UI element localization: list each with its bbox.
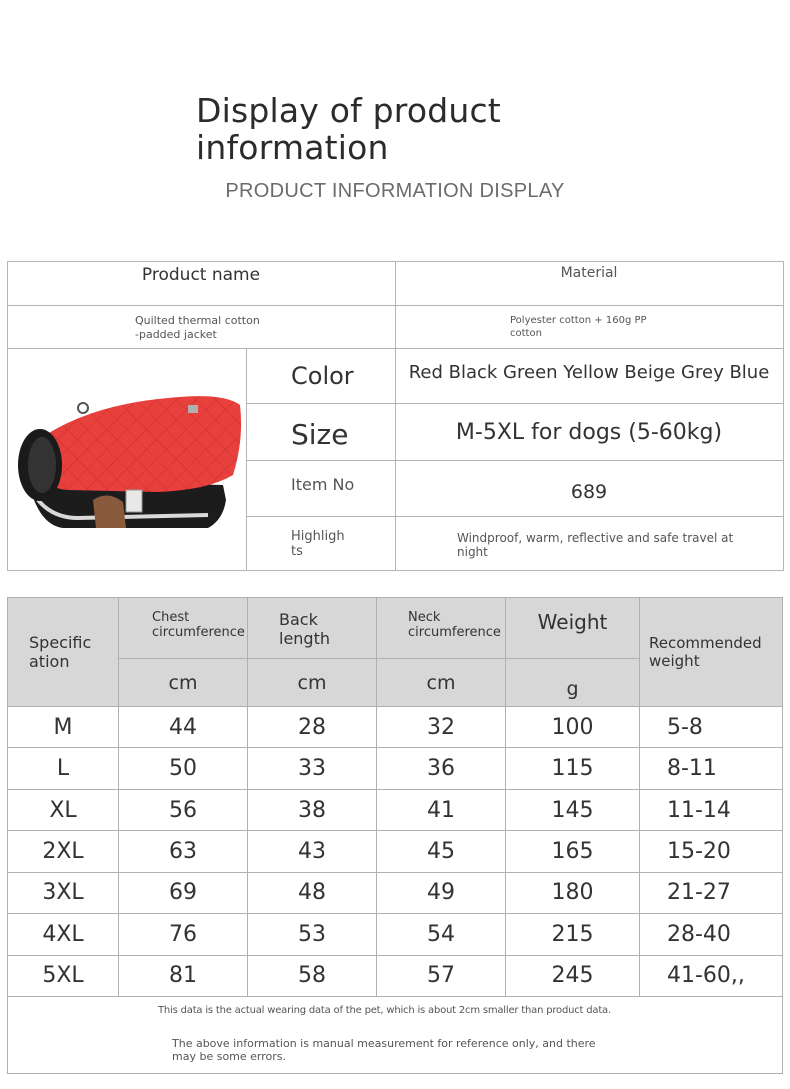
size-value: M-5XL for dogs (5-60kg) (455, 420, 723, 445)
back-length-cell: 28 (248, 707, 377, 748)
table-row (8, 955, 783, 996)
neck-header-line2: circumference (408, 625, 501, 640)
product-name-value (135, 314, 260, 342)
item-no-label: Item No (291, 475, 355, 494)
table-row (8, 707, 783, 748)
product-name-value-line2: -padded jacket (135, 328, 217, 341)
back-length-cell: 48 (248, 872, 377, 913)
chest-header (119, 598, 248, 659)
neck-cell: 57 (377, 955, 506, 996)
weight-cell: 215 (506, 914, 640, 955)
recommended-weight-header-line1: Recommended (649, 634, 762, 652)
product-name-label: Product name (141, 265, 261, 285)
notes-cell (8, 997, 783, 1074)
back-length-cell: 53 (248, 914, 377, 955)
recommended-weight-cell: 5-8 (640, 707, 783, 748)
neck-unit: cm (377, 659, 506, 707)
weight-header: Weight (506, 598, 640, 659)
table-row (8, 831, 783, 872)
neck-header-line1: Neck (408, 610, 441, 625)
highlights-label-line1: Highligh (291, 529, 345, 544)
weight-cell: 165 (506, 831, 640, 872)
highlights-label (291, 529, 345, 559)
highlights-value (457, 531, 733, 559)
recommended-weight-header (640, 598, 783, 707)
product-photo (8, 350, 245, 569)
weight-cell: 145 (506, 789, 640, 830)
size-cell: L (8, 748, 119, 789)
weight-cell: 115 (506, 748, 640, 789)
highlights-label-line2: ts (291, 544, 303, 559)
table-row (8, 914, 783, 955)
recommended-weight-cell: 41-60,, (640, 955, 783, 996)
weight-cell: 100 (506, 707, 640, 748)
table-row (8, 872, 783, 913)
chest-cell: 50 (119, 748, 248, 789)
back-header-line2: length (279, 629, 330, 648)
chest-header-line1: Chest (152, 610, 190, 625)
highlights-value-line2: night (457, 545, 488, 559)
chest-cell: 63 (119, 831, 248, 872)
dog-jacket-illustration (8, 350, 245, 569)
chest-cell: 56 (119, 789, 248, 830)
table-row (8, 789, 783, 830)
spec-header (8, 598, 119, 707)
back-length-cell: 33 (248, 748, 377, 789)
size-cell: 3XL (8, 872, 119, 913)
size-cell: XL (8, 789, 119, 830)
chest-cell: 81 (119, 955, 248, 996)
neck-cell: 32 (377, 707, 506, 748)
page-title (196, 92, 501, 166)
info-table-row-divider (246, 516, 784, 517)
material-value-line2: cotton (510, 328, 542, 339)
note-manual-measurement: The above information is manual measurement for reference only, and there may be some errors. (172, 1037, 596, 1063)
size-cell: 5XL (8, 955, 119, 996)
table-row (8, 748, 783, 789)
back-length-cell: 38 (248, 789, 377, 830)
page-subtitle: PRODUCT INFORMATION DISPLAY (225, 180, 565, 202)
info-table-col-divider (246, 348, 247, 571)
size-cell: 4XL (8, 914, 119, 955)
back-header-line1: Back (279, 610, 318, 629)
chest-header-line2: circumference (152, 625, 245, 640)
weight-cell: 180 (506, 872, 640, 913)
color-value: Red Black Green Yellow Beige Grey Blue (408, 362, 770, 383)
back-header (248, 598, 377, 659)
back-unit: cm (248, 659, 377, 707)
size-chart-body (8, 707, 783, 997)
page-title-line1: Display of product (196, 91, 501, 130)
back-length-cell: 43 (248, 831, 377, 872)
info-table-right-border (783, 261, 784, 571)
neck-cell: 41 (377, 789, 506, 830)
size-cell: M (8, 707, 119, 748)
page-title-line2: information (196, 128, 389, 167)
neck-cell: 54 (377, 914, 506, 955)
recommended-weight-cell: 15-20 (640, 831, 783, 872)
recommended-weight-cell: 21-27 (640, 872, 783, 913)
recommended-weight-cell: 11-14 (640, 789, 783, 830)
chest-cell: 76 (119, 914, 248, 955)
color-label: Color (291, 362, 354, 390)
spec-header-line1: Specific (29, 633, 92, 652)
item-no-value: 689 (570, 481, 608, 503)
recommended-weight-cell: 28-40 (640, 914, 783, 955)
neck-cell: 49 (377, 872, 506, 913)
material-value-line1: Polyester cotton + 160g PP (510, 315, 647, 326)
note-actual-data: This data is the actual wearing data of the pet, which is about 2cm smaller than product data. (158, 1005, 611, 1016)
info-table-row-divider (246, 460, 784, 461)
chest-cell: 69 (119, 872, 248, 913)
size-label: Size (291, 418, 349, 451)
weight-unit: g (506, 659, 640, 707)
spec-header-line2: ation (29, 652, 70, 671)
chest-unit: cm (119, 659, 248, 707)
recommended-weight-cell: 8-11 (640, 748, 783, 789)
back-length-cell: 58 (248, 955, 377, 996)
chest-cell: 44 (119, 707, 248, 748)
neck-cell: 45 (377, 831, 506, 872)
material-value (510, 314, 647, 340)
material-label: Material (560, 265, 618, 281)
size-chart-table (7, 597, 783, 1074)
highlights-value-line1: Windproof, warm, reflective and safe travel at (457, 531, 734, 545)
recommended-weight-header-line2: weight (649, 652, 700, 670)
neck-cell: 36 (377, 748, 506, 789)
info-table-row-divider (246, 403, 784, 404)
weight-cell: 245 (506, 955, 640, 996)
product-name-value-line1: Quilted thermal cotton (135, 314, 260, 327)
size-cell: 2XL (8, 831, 119, 872)
neck-header (377, 598, 506, 659)
